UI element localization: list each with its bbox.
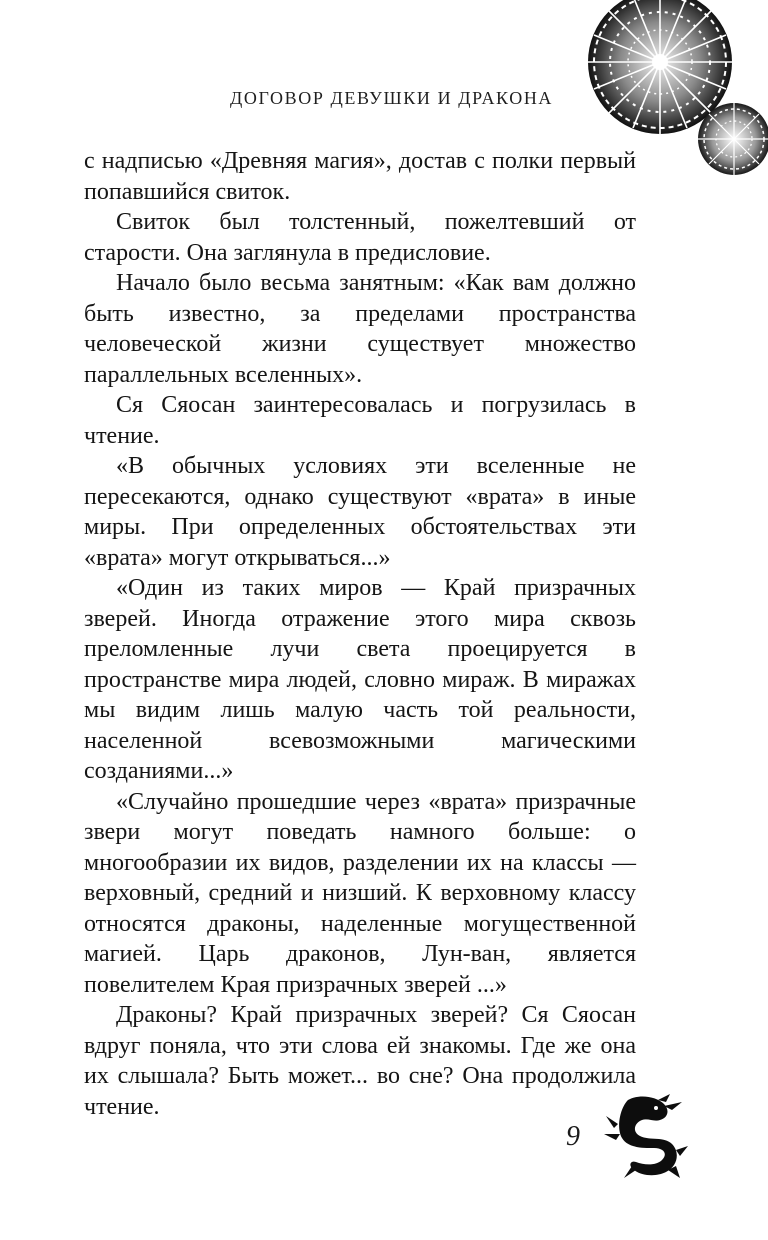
paragraph: «Случайно прошедшие через «врата» призрачные звери могут поведать намного больше: о многообразии их видов, разделении их на классы — верховный, средний и низший. К верховному классу относятся драконы, наделенные могущественной магией. Царь драконов, Лун-ван, является повелителем Края призрачных зверей ...» <box>84 788 636 998</box>
small-rosette-icon <box>690 95 768 185</box>
paragraph: с надписью «Древняя магия», достав с полки первый попавшийся свиток. <box>84 148 636 205</box>
page-number: 9 <box>566 1121 580 1152</box>
paragraph: Ся Сяосан заинтересовалась и погрузилась в чтение. <box>84 392 636 449</box>
dragon-icon <box>598 1094 690 1180</box>
paragraph: Драконы? Край призрачных зверей? Ся Сяосан вдруг поняла, что эти слова ей знакомы. Где же она их слышала? Быть может... во сне? Она продолжила чтение. <box>84 1002 636 1120</box>
paragraph: Начало было весьма занятным: «Как вам должно быть известно, за пределами пространства человеческой жизни существует множество параллельных вселенных». <box>84 270 636 388</box>
paragraph: «Один из таких миров — Край призрачных зверей. Иногда отражение этого мира сквозь преломленные лучи света проецируется в пространстве мира людей, словно мираж. В миражах мы видим лишь малую часть той реальности, населенной всевозможными магическими созданиями...» <box>84 575 636 784</box>
paragraph: «В обычных условиях эти вселенные не пересекаются, однако существуют «врата» в иные миры. При определенных обстоятельствах эти «врата» могут открываться...» <box>84 453 636 571</box>
running-title: ДОГОВОР ДЕВУШКИ И ДРАКОНА <box>230 88 554 108</box>
paragraph: Свиток был толстенный, пожелтевший от старости. Она заглянула в предисловие. <box>84 209 636 266</box>
body-text <box>84 146 636 1122</box>
